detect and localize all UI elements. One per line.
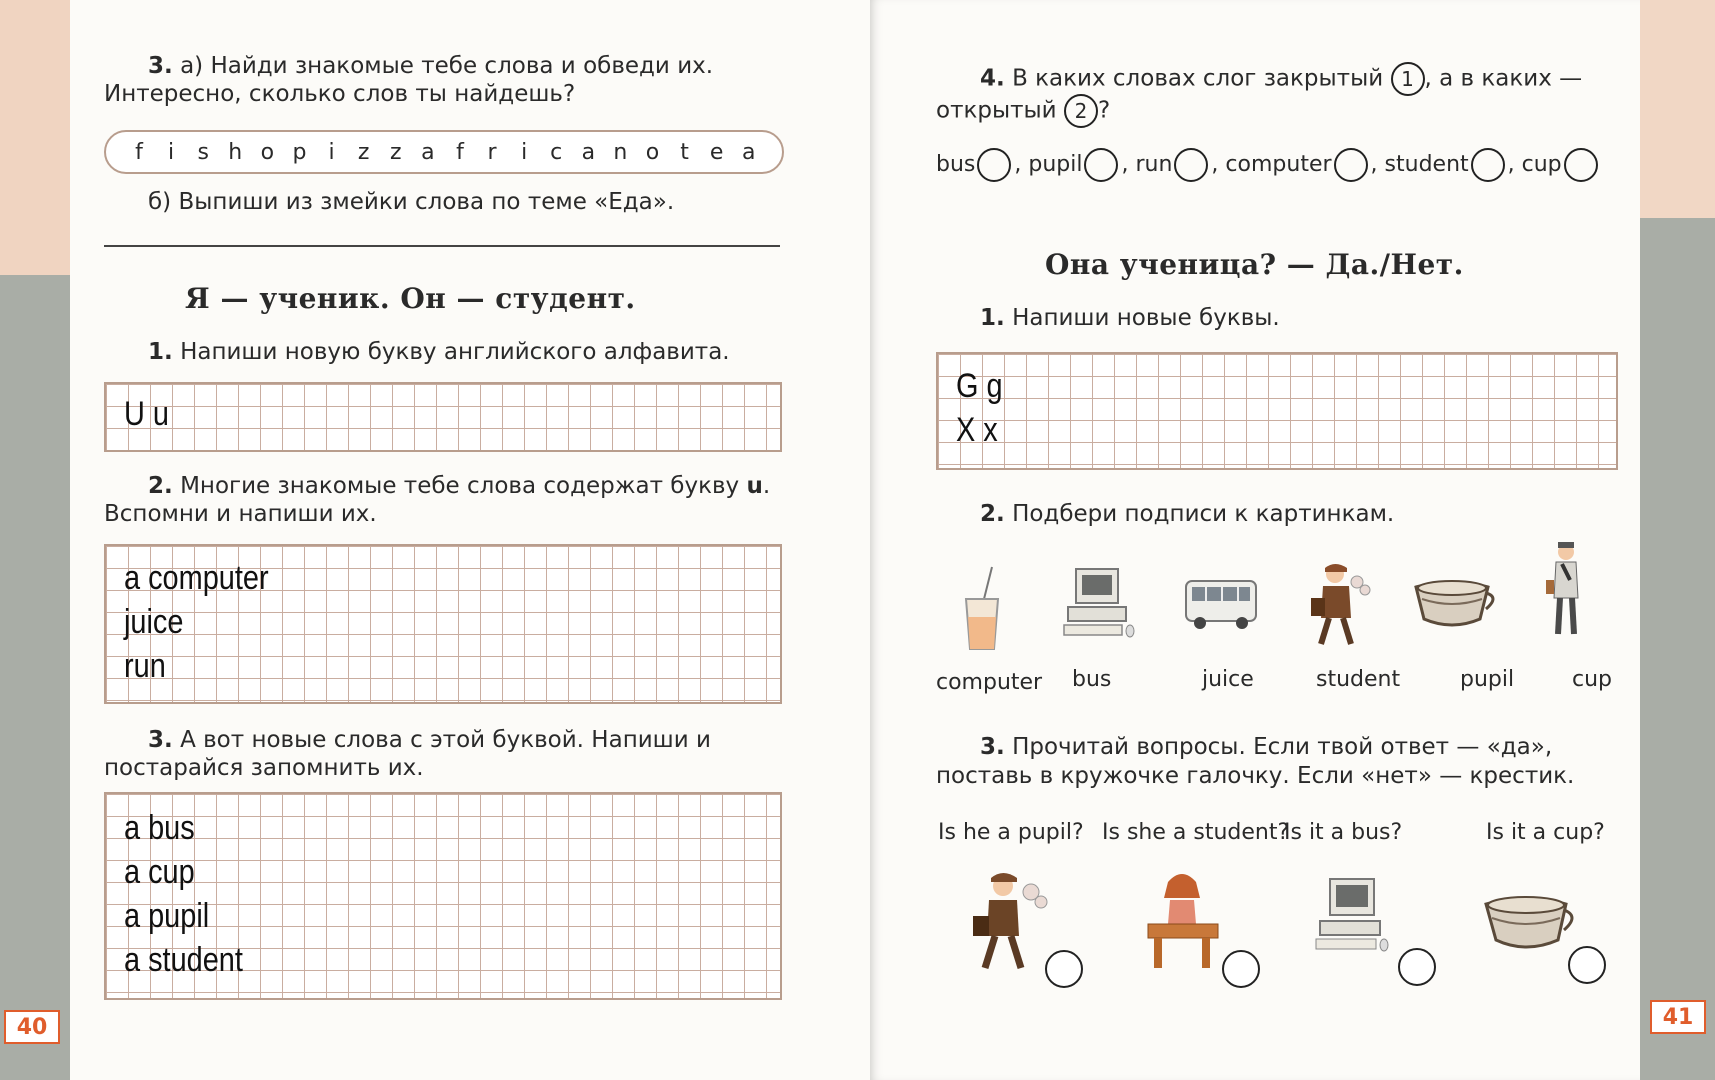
- task4-text-a: В каких словах слог закрытый: [1012, 65, 1384, 92]
- answer-circle-3[interactable]: [1398, 948, 1436, 986]
- ex2-letter: u: [746, 473, 763, 499]
- ex1-text: Напиши новую букву английского алфавита.: [180, 339, 730, 365]
- question-text: Is he a pupil?: [938, 820, 1084, 845]
- circle-2-icon: 2: [1064, 94, 1098, 128]
- syllable-word: student: [1384, 152, 1469, 177]
- background-band-right: [1640, 0, 1715, 218]
- ex3-line2: постарайся запомнить их.: [104, 755, 424, 781]
- handwritten-line: G g: [956, 367, 1003, 405]
- snake-letter[interactable]: s: [197, 139, 209, 165]
- picture-caption[interactable]: juice: [1202, 667, 1254, 692]
- snake-letter[interactable]: p: [292, 139, 307, 165]
- task3-line1: [148, 52, 713, 80]
- snake-letter[interactable]: f: [456, 139, 464, 165]
- page-41: [870, 0, 1640, 1080]
- syllable-word: computer: [1225, 152, 1332, 177]
- handwritten-line: a computer: [124, 559, 269, 597]
- answer-circle-1[interactable]: [1045, 950, 1083, 988]
- snake-letter[interactable]: i: [521, 139, 528, 165]
- ex1-number: 1.: [148, 339, 173, 365]
- answer-circle-input[interactable]: [1174, 148, 1208, 182]
- circle-1-icon: 1: [1391, 62, 1425, 96]
- snake-letter[interactable]: t: [680, 139, 689, 165]
- handwritten-line: U u: [124, 395, 169, 433]
- answer-circle-input[interactable]: [1564, 148, 1598, 182]
- answer-circle-input[interactable]: [1334, 148, 1368, 182]
- snake-letter[interactable]: o: [645, 139, 660, 165]
- snake-letter[interactable]: n: [613, 139, 628, 165]
- page-number-right: 41: [1650, 1000, 1706, 1034]
- task4-number: 4.: [980, 65, 1005, 92]
- task4-line2: [936, 94, 1110, 128]
- cup-icon: [1410, 575, 1500, 635]
- task4-text-d: ?: [1097, 97, 1111, 124]
- answer-circle-input[interactable]: [977, 148, 1011, 182]
- r-ex3-line2: поставь в кружочке галочку. Если «нет» — крестик.: [936, 763, 1575, 789]
- snake-letter[interactable]: o: [260, 139, 275, 165]
- handwritten-line: a cup: [124, 853, 195, 891]
- r-ex1-text: Напиши новые буквы.: [1012, 305, 1280, 331]
- answer-circle-2[interactable]: [1222, 950, 1260, 988]
- ex2-line2: Вспомни и напиши их.: [104, 501, 377, 527]
- snake-letter[interactable]: z: [389, 139, 402, 165]
- pupil-boy-icon: [1542, 540, 1592, 640]
- ex1-handwriting: [124, 392, 169, 436]
- handwritten-line: run: [124, 647, 166, 685]
- r-ex3-number: 3.: [980, 734, 1005, 760]
- question-text: Is it a bus?: [1284, 820, 1403, 845]
- snake-letter[interactable]: z: [357, 139, 370, 165]
- ex3-number: 3.: [148, 727, 173, 753]
- task4-words: bus , pupil , run , computer , student , cup: [936, 148, 1601, 182]
- ex2-number: 2.: [148, 473, 173, 499]
- answer-circle-4[interactable]: [1568, 946, 1606, 984]
- picture-caption[interactable]: cup: [1572, 667, 1613, 692]
- divider: [104, 245, 780, 247]
- r-ex1-instruction: [980, 304, 1280, 332]
- task3-line2: Интересно, сколько слов ты найдешь?: [104, 81, 576, 107]
- syllable-word: pupil: [1028, 152, 1083, 177]
- snake-letter[interactable]: i: [328, 139, 335, 165]
- handwritten-line: X x: [956, 411, 998, 449]
- student-girl-desk-icon: [1142, 868, 1222, 973]
- syllable-word: bus: [936, 152, 976, 177]
- picture-caption[interactable]: pupil: [1460, 667, 1515, 692]
- ex2-dot: .: [762, 473, 771, 499]
- pupil-walking-icon: [965, 870, 1055, 975]
- picture-caption[interactable]: computer: [936, 670, 1043, 695]
- juice-glass-icon: [958, 565, 1008, 655]
- snake-letter[interactable]: a: [581, 139, 596, 165]
- snake-letter[interactable]: r: [487, 139, 497, 165]
- answer-circle-input[interactable]: [1084, 148, 1118, 182]
- picture-caption[interactable]: student: [1316, 667, 1401, 692]
- letter-snake[interactable]: [104, 130, 784, 174]
- ex2-writing-grid[interactable]: [104, 544, 782, 704]
- ex2-handwriting: [124, 556, 269, 688]
- task4-line1: [980, 62, 1582, 96]
- syllable-word: run: [1135, 152, 1173, 177]
- ex3-line1: [148, 726, 711, 754]
- task3-text-a: а) Найди знакомые тебе слова и обведи их.: [180, 53, 714, 79]
- ex3-handwriting: [124, 806, 243, 982]
- task4-text-b: , а в каких —: [1424, 65, 1583, 92]
- r-ex2-text: Подбери подписи к картинкам.: [1012, 501, 1395, 527]
- r-ex1-writing-grid[interactable]: [936, 352, 1618, 470]
- snake-letter[interactable]: a: [421, 139, 435, 165]
- r-ex1-number: 1.: [980, 305, 1005, 331]
- ex2-text: Многие знакомые тебе слова содержат букву: [180, 473, 747, 499]
- r-ex2-instruction: [980, 500, 1394, 528]
- computer-icon: [1060, 565, 1140, 645]
- snake-letter[interactable]: h: [228, 139, 243, 165]
- snake-letter[interactable]: c: [550, 139, 563, 165]
- snake-letter[interactable]: f: [135, 139, 143, 165]
- student-boy-icon: [1305, 560, 1375, 650]
- snake-letter[interactable]: e: [709, 139, 724, 165]
- teacup-icon: [1480, 890, 1580, 960]
- computer-small-icon: [1310, 875, 1395, 965]
- picture-caption[interactable]: bus: [1072, 667, 1112, 692]
- r-ex3-text: Прочитай вопросы. Если твой ответ — «да»,: [1012, 734, 1553, 760]
- section-heading-left: Я — ученик. Он — студент.: [185, 282, 636, 315]
- page-40: [70, 0, 870, 1080]
- task3-line3: б) Выпиши из змейки слова по теме «Еда».: [148, 189, 675, 215]
- ex2-line1: [148, 472, 770, 500]
- handwritten-line: a pupil: [124, 897, 210, 935]
- handwritten-line: a bus: [124, 809, 195, 847]
- answer-circle-input[interactable]: [1471, 148, 1505, 182]
- syllable-word: cup: [1521, 152, 1562, 177]
- section-heading-right: Она ученица? — Да./Нет.: [1045, 248, 1464, 281]
- snake-letter[interactable]: a: [742, 139, 756, 165]
- ex1-instruction: [148, 338, 730, 366]
- page-number-left: 40: [4, 1010, 60, 1044]
- snake-letter[interactable]: i: [168, 139, 175, 165]
- r-ex1-handwriting: [956, 364, 1003, 452]
- r-ex2-number: 2.: [980, 501, 1005, 527]
- ex3-text: А вот новые слова с этой буквой. Напиши и: [180, 727, 711, 753]
- handwritten-line: a student: [124, 941, 243, 979]
- ex1-writing-grid[interactable]: [104, 382, 782, 452]
- r-ex3-line1: [980, 733, 1552, 761]
- question-text: Is it a cup?: [1486, 820, 1605, 845]
- task4-text-c: открытый: [936, 97, 1057, 124]
- question-text: Is she a student?: [1102, 820, 1290, 845]
- ex3-writing-grid[interactable]: [104, 792, 782, 1000]
- bus-icon: [1182, 575, 1262, 635]
- handwritten-line: juice: [124, 603, 184, 641]
- task3-number: 3.: [148, 53, 173, 79]
